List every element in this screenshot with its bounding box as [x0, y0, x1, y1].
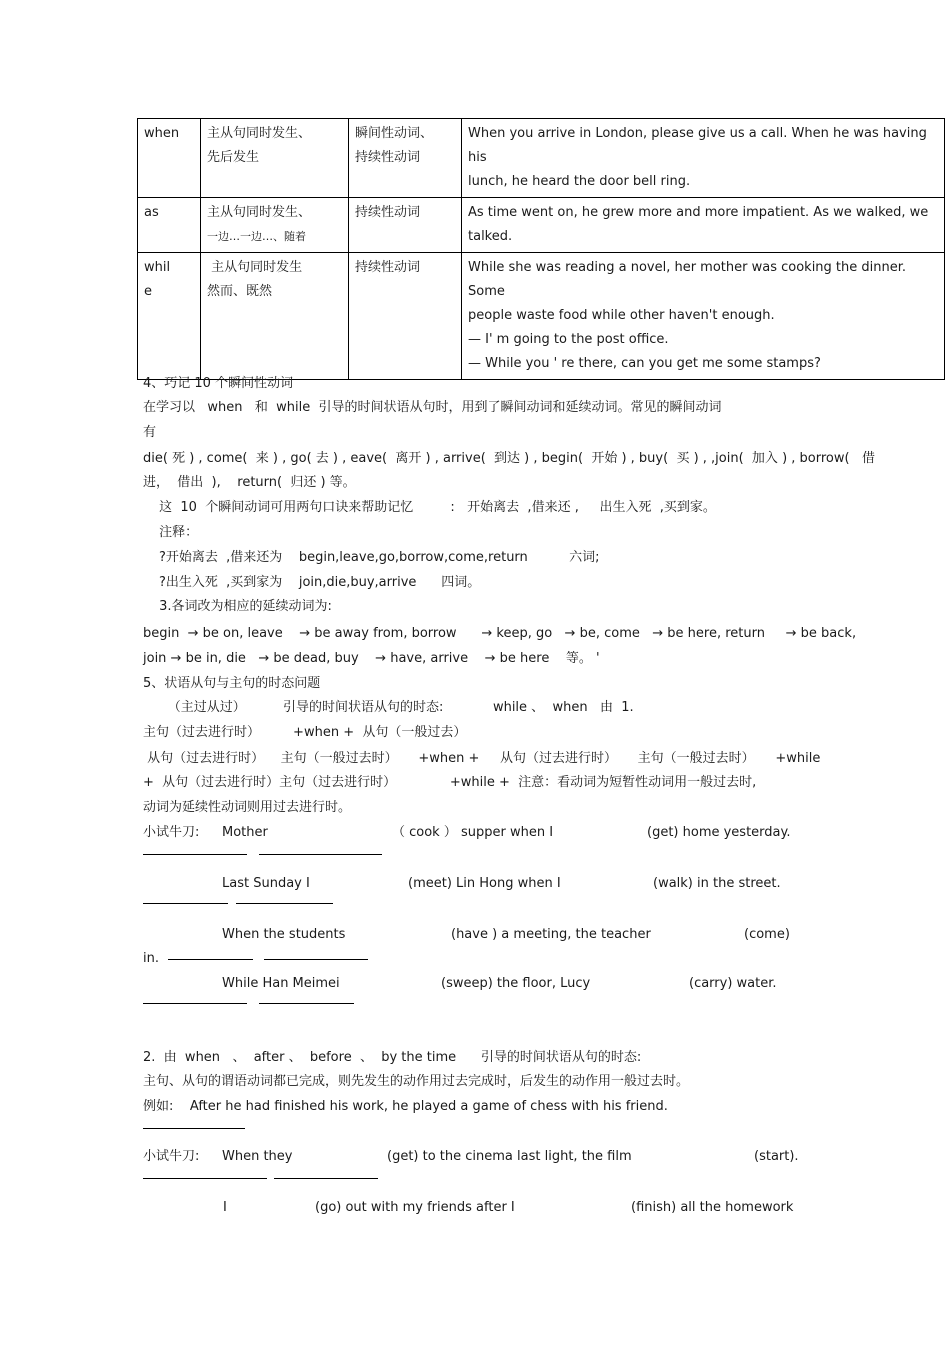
section-heading: 2. 由 when 、 after 、 before 、 by the time 引导的时间状语从句的时态:	[143, 1050, 642, 1065]
answer-blank[interactable]	[236, 903, 333, 904]
cell-text: — While you ' re there, can you get me some stamps?	[468, 356, 821, 371]
paragraph: 注释：	[155, 525, 199, 540]
cell-text: — I' m going to the post office.	[468, 332, 669, 347]
paragraph: 主句（过去进行时） +when + 从句（一般过去）	[143, 725, 467, 740]
exercise-text: (get) to the cinema last light, the film	[387, 1149, 632, 1164]
exercise-text: Last Sunday I	[222, 876, 310, 891]
answer-blank[interactable]	[264, 959, 368, 960]
paragraph: 3.各词改为相应的延续动词为:	[155, 599, 332, 614]
exercise-text: (come)	[744, 927, 790, 942]
cell-text: 主从句同时发生	[207, 260, 303, 275]
exercise-text: in.	[143, 951, 159, 966]
cell-text: 瞬间性动词、	[355, 126, 434, 141]
exercise-label: 小试牛刀:	[143, 1149, 200, 1164]
paragraph: + 从句（过去进行时）主句（过去进行时） +while + 注意：看动词为短暂性动词用一般过去时,	[143, 775, 757, 790]
exercise-text: (start).	[754, 1149, 799, 1164]
paragraph: 例如: After he had finished his work, he played a game of chess with his friend.	[143, 1099, 668, 1114]
cell-text: e	[144, 284, 152, 299]
table-cell	[138, 198, 201, 253]
paragraph: （主过从过） 引导的时间状语从句的时态: while 、 when 由 1.	[143, 700, 634, 715]
paragraph: 这 10 个瞬间动词可用两句口诀来帮助记忆 : 开始离去 ,借来还 , 出生入死 ,买到家。	[155, 500, 716, 515]
table-cell	[462, 198, 945, 253]
table-cell	[462, 253, 945, 380]
answer-blank[interactable]	[259, 1003, 354, 1004]
cell-text: 先后发生	[207, 150, 260, 165]
paragraph: die( 死 ) , come( 来 ) , go( 去 ) , eave( 离开 ) , arrive( 到达 ) , begin( 开始 ) , buy( 买 ) , ,join( 加入 ) , borrow( 借	[143, 451, 875, 466]
table-cell	[201, 253, 349, 380]
table-cell	[349, 198, 462, 253]
exercise-text: (finish) all the homework	[631, 1200, 794, 1215]
answer-blank[interactable]	[143, 1128, 245, 1129]
answer-blank[interactable]	[143, 1003, 247, 1004]
answer-blank[interactable]	[143, 903, 228, 904]
table-cell	[201, 119, 349, 198]
table-row	[138, 253, 945, 380]
cell-text: When you arrive in London, please give us a call. When he was having his	[468, 126, 927, 165]
cell-text: talked.	[468, 229, 513, 244]
conjunction-table	[137, 118, 945, 380]
cell-text: 持续性动词	[355, 150, 421, 165]
answer-blank[interactable]	[143, 854, 247, 855]
exercise-text: When they	[222, 1149, 293, 1164]
table-cell	[462, 119, 945, 198]
paragraph: ?开始离去 ,借来还为 begin,leave,go,borrow,come,return 六词;	[159, 550, 600, 565]
exercise-text: Mother	[222, 825, 268, 840]
exercise-text: (have ) a meeting, the teacher	[451, 927, 651, 942]
table-cell	[349, 253, 462, 380]
exercise-text: When the students	[222, 927, 346, 942]
paragraph: 动词为延续性动词则用过去进行时。	[143, 800, 352, 815]
exercise-text: （ cook ） supper when I	[392, 825, 554, 840]
answer-blank[interactable]	[143, 1178, 267, 1179]
cell-text: as	[144, 205, 159, 220]
cell-text: 持续性动词	[355, 205, 421, 220]
answer-blank[interactable]	[274, 1178, 378, 1179]
exercise-text: I	[223, 1200, 227, 1215]
table-cell	[138, 119, 201, 198]
paragraph: 主句、从句的谓语动词都已完成，则先发生的动作用过去完成时，后发生的动作用一般过去时。	[143, 1074, 690, 1089]
paragraph: ?出生入死 ,买到家为 join,die,buy,arrive 四词。	[159, 575, 481, 590]
paragraph: 进， 借出 ), return( 归还 ) 等。	[143, 475, 356, 490]
cell-text: 然而、既然	[207, 284, 273, 299]
table-row	[138, 119, 945, 198]
cell-text: 一边…一边…、随着	[207, 230, 306, 243]
paragraph: 有	[143, 425, 157, 440]
paragraph: join → be in, die → be dead, buy → have, arrive → be here 等。 '	[143, 651, 600, 666]
cell-text: when	[144, 126, 180, 141]
answer-blank[interactable]	[259, 854, 382, 855]
table-cell	[138, 253, 201, 380]
exercise-text: (walk) in the street.	[653, 876, 781, 891]
exercise-label: 小试牛刀:	[143, 825, 200, 840]
cell-text: 主从句同时发生、	[207, 205, 312, 220]
cell-text: whil	[144, 260, 171, 275]
paragraph: 在学习以 when 和 while 引导的时间状语从句时，用到了瞬间动词和延续动词。常见的瞬间动词	[143, 400, 722, 415]
exercise-text: (meet) Lin Hong when I	[408, 876, 561, 891]
table-row	[138, 198, 945, 253]
exercise-text: While Han Meimei	[222, 976, 340, 991]
section-heading: 5、状语从句与主句的时态问题	[143, 676, 321, 691]
exercise-text: (sweep) the floor, Lucy	[441, 976, 591, 991]
cell-text: lunch, he heard the door bell ring.	[468, 174, 691, 189]
cell-text: 持续性动词	[355, 260, 421, 275]
table-cell	[201, 198, 349, 253]
paragraph: begin → be on, leave → be away from, borrow → keep, go → be, come → be here, return → be back,	[143, 626, 857, 641]
cell-text: While she was reading a novel, her mother was cooking the dinner. Some	[468, 260, 907, 299]
exercise-text: (go) out with my friends after I	[315, 1200, 515, 1215]
answer-blank[interactable]	[168, 959, 253, 960]
exercise-text: (get) home yesterday.	[647, 825, 791, 840]
exercise-text: (carry) water.	[689, 976, 777, 991]
paragraph: 从句（过去进行时） 主句（一般过去时） +when + 从句（过去进行时） 主句（一般过去时） +while	[143, 751, 821, 766]
cell-text: As time went on, he grew more and more impatient. As we walked, we	[468, 205, 929, 220]
table-cell	[349, 119, 462, 198]
cell-text: 主从句同时发生、	[207, 126, 312, 141]
cell-text: people waste food while other haven't enough.	[468, 308, 775, 323]
section-heading: 4、巧记 10 个瞬间性动词	[143, 376, 294, 391]
